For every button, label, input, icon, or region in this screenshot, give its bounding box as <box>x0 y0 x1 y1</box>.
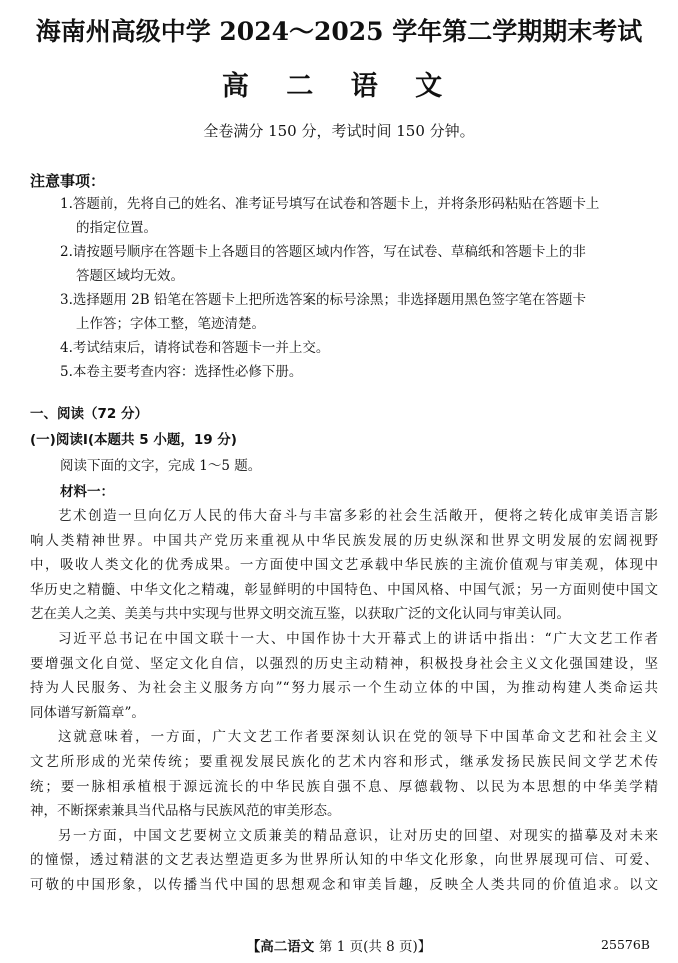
text-line: 响人类精神世界。中国共产党历来重视从中华民族发展的历史纵深和世界文明发展的宏阔视野 <box>30 532 658 549</box>
text-line: 持为人民服务、为社会主义服务方向”“努力展示一个生动立体的中国，为推动构建人类命运共 <box>30 680 658 697</box>
exam-info: 全卷满分 150 分，考试时间 150 分钟。 <box>203 122 475 140</box>
notice-item-line: 的指定位置。 <box>76 220 157 236</box>
notice-item-line: 3.选择题用 2B 铅笔在答题卡上把所选答案的标号涂黑；非选择题用黑色签字笔在答题卡 <box>60 292 586 308</box>
text-line: 艺在美人之美、美美与共中实现与世界文明交流互鉴，以获取广泛的文化认同与审美认同。 <box>30 606 570 623</box>
text-line: 神，不断探索兼具当代品格与民族风范的审美形态。 <box>30 803 341 820</box>
footer-subject: 【高二语文 <box>246 939 315 955</box>
notice-item-line: 5.本卷主要考查内容：选择性必修下册。 <box>60 364 303 380</box>
material-label: 材料一： <box>60 484 114 500</box>
text-line: 要增强文化自觉、坚定文化自信，以强烈的历史主动精神，积极投身社会主义文化强国建设，坚 <box>30 655 658 672</box>
text-line: 同体谱写新篇章”。 <box>30 704 145 721</box>
text-line: 另一方面，中国文艺要树立文质兼美的精品意识，让对历史的回望、对现实的描摹及对未来 <box>58 827 658 844</box>
page-footer <box>0 935 678 955</box>
text-line: 艺术创造一旦向亿万人民的伟大奋斗与丰富多彩的社会生活敞开，便将之转化成审美语言影 <box>58 508 658 524</box>
notice-item-line: 答题区域均无效。 <box>76 268 184 284</box>
notice-item-line: 2.请按题号顺序在答题卡上各题目的答题区域内作答，写在试卷、草稿纸和答题卡上的非 <box>60 244 586 260</box>
exam-title: 海南州高级中学 2024～2025 学年第二学期期末考试 <box>35 17 643 46</box>
paper-code: 25576B <box>601 937 650 952</box>
footer-page-info: 第 1 页(共 8 页)】 <box>318 939 432 955</box>
text-line: 这就意味着，一方面，广大文艺工作者要深刻认识在党的领导下中国革命文艺和社会主义 <box>58 729 658 746</box>
text-line: 文艺所形成的光荣传统；要重视发展民族化的艺术内容和形式，继承发扬民族民间文学艺术传 <box>30 753 658 770</box>
notice-item-line: 上作答；字体工整，笔迹清楚。 <box>76 316 265 332</box>
text-line: 华历史之精髓、中华文化之精魂，彰显鲜明的中国特色、中国风格、中国气派；另一方面则使中国文 <box>30 581 658 598</box>
text-line: 中，吸收人类文化的优秀成果。一方面使中国文艺承载中华民族的主流价值观与审美观，体现中 <box>30 557 658 574</box>
notice-item-line: 4.考试结束后，请将试卷和答题卡一并上交。 <box>60 340 330 356</box>
reading-instruction: 阅读下面的文字，完成 1～5 题。 <box>60 458 262 474</box>
text-line: 可敬的中国形象，以传播当代中国的思想观念和审美旨趣，反映全人类共同的价值追求。以文 <box>30 876 658 893</box>
notice-title: 注意事项： <box>30 172 106 190</box>
notice-list <box>60 192 660 384</box>
subsection-heading: (一)阅读Ⅰ(本题共 5 小题，19 分) <box>30 432 237 448</box>
text-line: 的憧憬，透过精湛的文艺表达塑造更多为世界所认知的中华文化形象，向世界展现可信、可爱、 <box>30 852 658 869</box>
notice-item-line: 1.答题前，先将自己的姓名、准考证号填写在试卷和答题卡上，并将条形码粘贴在答题卡上 <box>60 196 600 212</box>
material-text <box>30 504 658 898</box>
section-heading: 一、阅读（72 分） <box>30 406 148 422</box>
text-line: 习近平总书记在中国文联十一大、中国作协十大开幕式上的讲话中指出：“广大文艺工作者 <box>58 630 658 647</box>
subject-title: 高 二 语 文 <box>221 71 457 102</box>
text-line: 统；要一脉相承植根于源远流长的中华民族自强不息、厚德载物、以民为本思想的中华美学精 <box>30 778 658 795</box>
